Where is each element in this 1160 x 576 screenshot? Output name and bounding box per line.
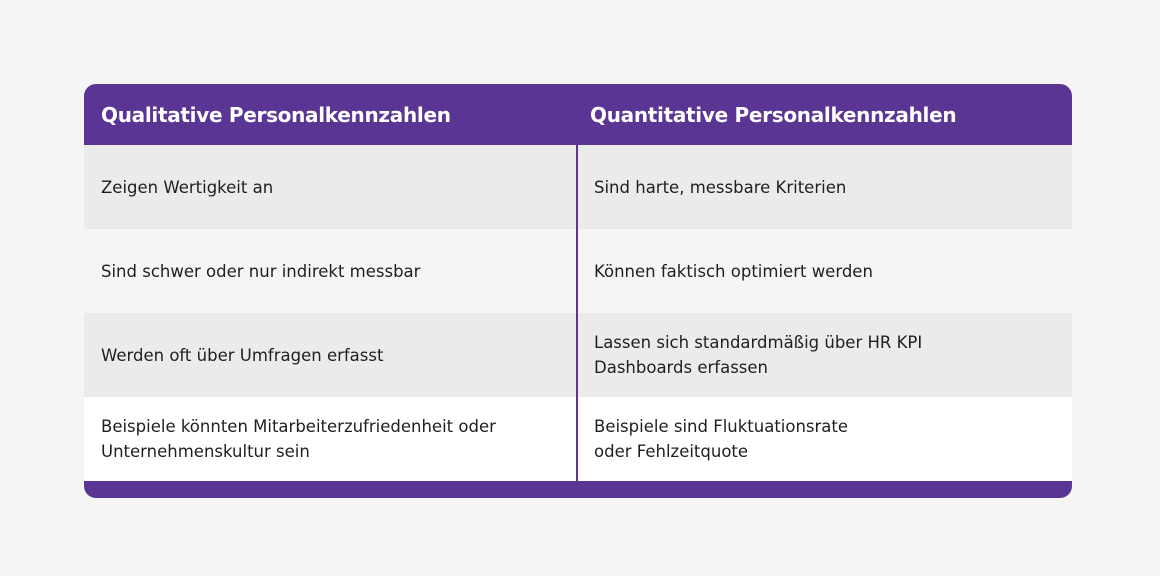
cell-quantitative xyxy=(594,229,994,313)
cell-line: Sind schwer oder nur indirekt messbar xyxy=(101,261,421,281)
cell-quantitative xyxy=(594,313,994,397)
cell-line: Beispiele könnten Mitarbeiterzufriedenheit oder xyxy=(101,417,496,436)
cell-line: Dashboards erfassen xyxy=(594,358,769,377)
table-row xyxy=(84,145,1072,229)
table-footer-bar xyxy=(84,481,1072,498)
header-quantitative: Quantitative Personalkennzahlen xyxy=(590,102,957,127)
table-header xyxy=(84,84,1072,145)
table-row xyxy=(84,229,1072,313)
table-row xyxy=(84,397,1072,481)
cell-line: oder Fehlzeitquote xyxy=(594,442,749,461)
cell-line: Beispiele sind Fluktuationsrate xyxy=(594,417,849,436)
header-qualitative: Qualitative Personalkennzahlen xyxy=(101,102,451,127)
cell-line: Können faktisch optimiert werden xyxy=(594,261,873,281)
cell-line: Unternehmenskultur sein xyxy=(101,442,310,461)
cell-quantitative xyxy=(594,397,994,481)
cell-line: Sind harte, messbare Kriterien xyxy=(594,177,847,197)
cell-line: Lassen sich standardmäßig über HR KPI xyxy=(594,333,923,352)
cell-qualitative xyxy=(101,313,561,397)
cell-qualitative xyxy=(101,397,561,481)
comparison-table xyxy=(84,84,1072,498)
cell-line: Zeigen Wertigkeit an xyxy=(101,177,274,197)
cell-line: Werden oft über Umfragen erfasst xyxy=(101,345,384,365)
cell-quantitative xyxy=(594,145,994,229)
cell-qualitative xyxy=(101,145,561,229)
cell-qualitative xyxy=(101,229,561,313)
column-divider xyxy=(576,84,578,481)
table-row xyxy=(84,313,1072,397)
